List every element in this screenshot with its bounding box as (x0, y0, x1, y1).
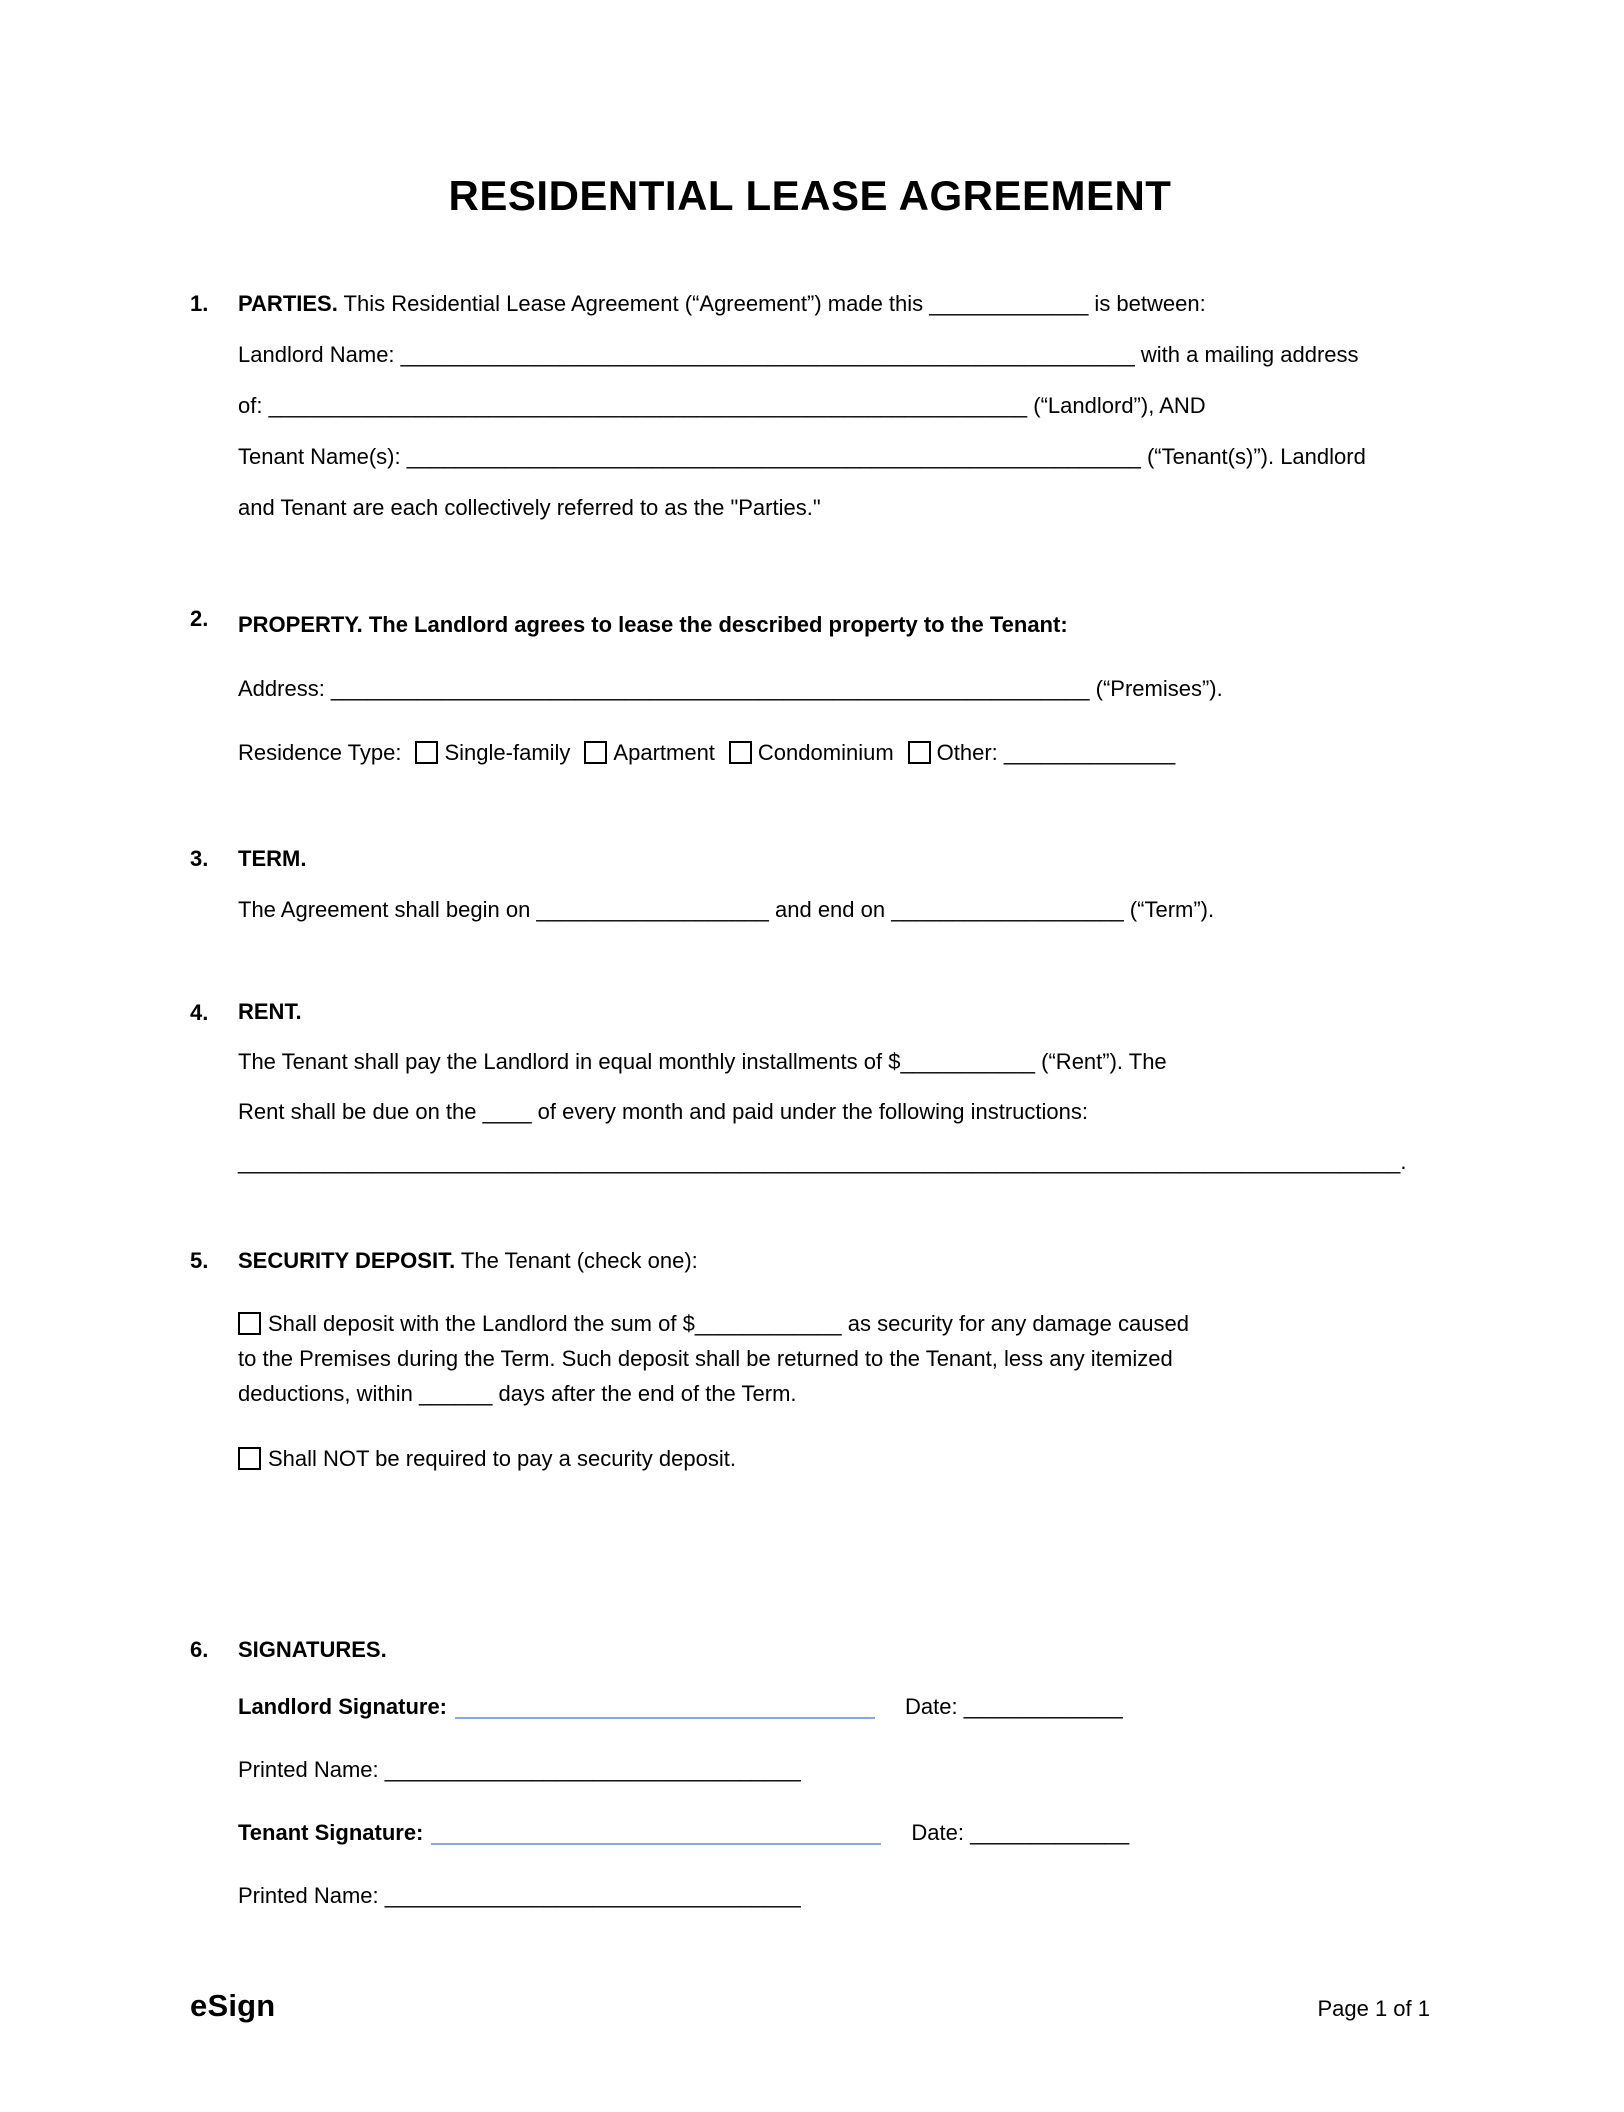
section-property (190, 593, 1430, 785)
deposit-option-text-3: deductions, within ______ days after the end of the Term. (238, 1381, 797, 1406)
parties-tenant-name-line: Tenant Name(s): ____________________________________________________________ (“Tenant(s)”). Landlord (238, 444, 1366, 469)
rent-heading: RENT. (238, 999, 302, 1024)
parties-landlord-name-line: Landlord Name: ____________________________________________________________ with a mailing address (238, 342, 1359, 367)
page-number: Page 1 of 1 (1317, 1996, 1430, 2021)
esign-logo: eSign (190, 1988, 276, 2023)
tenant-signature-row (238, 1801, 1430, 1864)
no-deposit-text: Shall NOT be required to pay a security deposit. (268, 1446, 736, 1471)
signatures-number: 6. (190, 1637, 209, 1662)
landlord-signature-row (238, 1675, 1430, 1738)
checkbox-no-deposit[interactable] (238, 1447, 261, 1470)
security-heading-line (238, 1235, 1430, 1286)
residence-type-label: Residence Type: (238, 740, 402, 765)
parties-number: 1. (190, 291, 209, 316)
security-heading: SECURITY DEPOSIT. (238, 1248, 456, 1273)
property-address-line: Address: ______________________________________________________________ (“Premises”). (238, 676, 1223, 701)
section-parties (190, 278, 1430, 533)
security-heading-rest: The Tenant (check one): (455, 1248, 698, 1273)
tenant-signature-label: Tenant Signature: (238, 1820, 424, 1845)
checkbox-condominium[interactable] (729, 741, 752, 764)
label-single-family: Single-family (444, 740, 571, 765)
rent-amount-line: The Tenant shall pay the Landlord in equal monthly installments of $___________ (“Rent”). The (238, 1049, 1167, 1074)
landlord-signature-label: Landlord Signature: (238, 1694, 447, 1719)
document-title: RESIDENTIAL LEASE AGREEMENT (448, 172, 1172, 219)
checkbox-other[interactable] (908, 741, 931, 764)
signatures-heading: SIGNATURES. (238, 1637, 387, 1662)
landlord-signature-line[interactable] (455, 1714, 875, 1719)
property-heading-line (238, 593, 1430, 657)
deposit-option-text-2: to the Premises during the Term. Such deposit shall be returned to the Tenant, less any itemized (238, 1346, 1173, 1371)
section-term (190, 833, 1430, 935)
tenant-date-line: Date: _____________ (911, 1820, 1130, 1845)
deposit-option-text-1: Shall deposit with the Landlord the sum of $____________ as security for any damage caused (268, 1311, 1189, 1336)
parties-heading: PARTIES. (238, 291, 338, 316)
landlord-printed-name-line: Printed Name: __________________________________ (238, 1757, 801, 1782)
tenant-printed-name-line: Printed Name: __________________________________ (238, 1883, 801, 1908)
page-footer (190, 1988, 1430, 2024)
parties-closing-line: and Tenant are each collectively referred to as the "Parties." (238, 495, 821, 520)
landlord-date-line: Date: _____________ (905, 1694, 1123, 1719)
checkbox-apartment[interactable] (584, 741, 607, 764)
residence-type-line (238, 721, 1430, 785)
section-rent (190, 987, 1430, 1187)
section-security-deposit (190, 1235, 1430, 1476)
rent-due-line: Rent shall be due on the ____ of every month and paid under the following instructions: (238, 1099, 1088, 1124)
security-number: 5. (190, 1248, 209, 1273)
property-number: 2. (190, 606, 209, 631)
parties-heading-line (238, 278, 1430, 329)
property-heading-rest: The Landlord agrees to lease the described property to the Tenant: (362, 612, 1068, 637)
property-heading: PROPERTY. (238, 612, 363, 637)
rent-number: 4. (190, 1000, 209, 1025)
parties-heading-rest: This Residential Lease Agreement (“Agreement”) made this _____________ is between: (337, 291, 1206, 316)
tenant-signature-line[interactable] (431, 1840, 881, 1845)
no-deposit-option (238, 1441, 1430, 1476)
checkbox-deposit-required[interactable] (238, 1312, 261, 1335)
label-other: Other: ______________ (936, 740, 1176, 765)
term-heading: TERM. (238, 846, 307, 871)
section-signatures (190, 1624, 1430, 1927)
term-number: 3. (190, 846, 209, 871)
parties-mailing-address-line: of: ______________________________________________________________ (“Landlord”), AND (238, 393, 1206, 418)
deposit-required-option (238, 1306, 1430, 1411)
checkbox-single-family[interactable] (415, 741, 438, 764)
label-apartment: Apartment (613, 740, 715, 765)
term-body-line: The Agreement shall begin on ___________________ and end on ___________________ (“Term”). (238, 897, 1215, 922)
rent-instructions-blank-line: _______________________________________________________________________________________________. (238, 1149, 1407, 1174)
label-condominium: Condominium (757, 740, 894, 765)
